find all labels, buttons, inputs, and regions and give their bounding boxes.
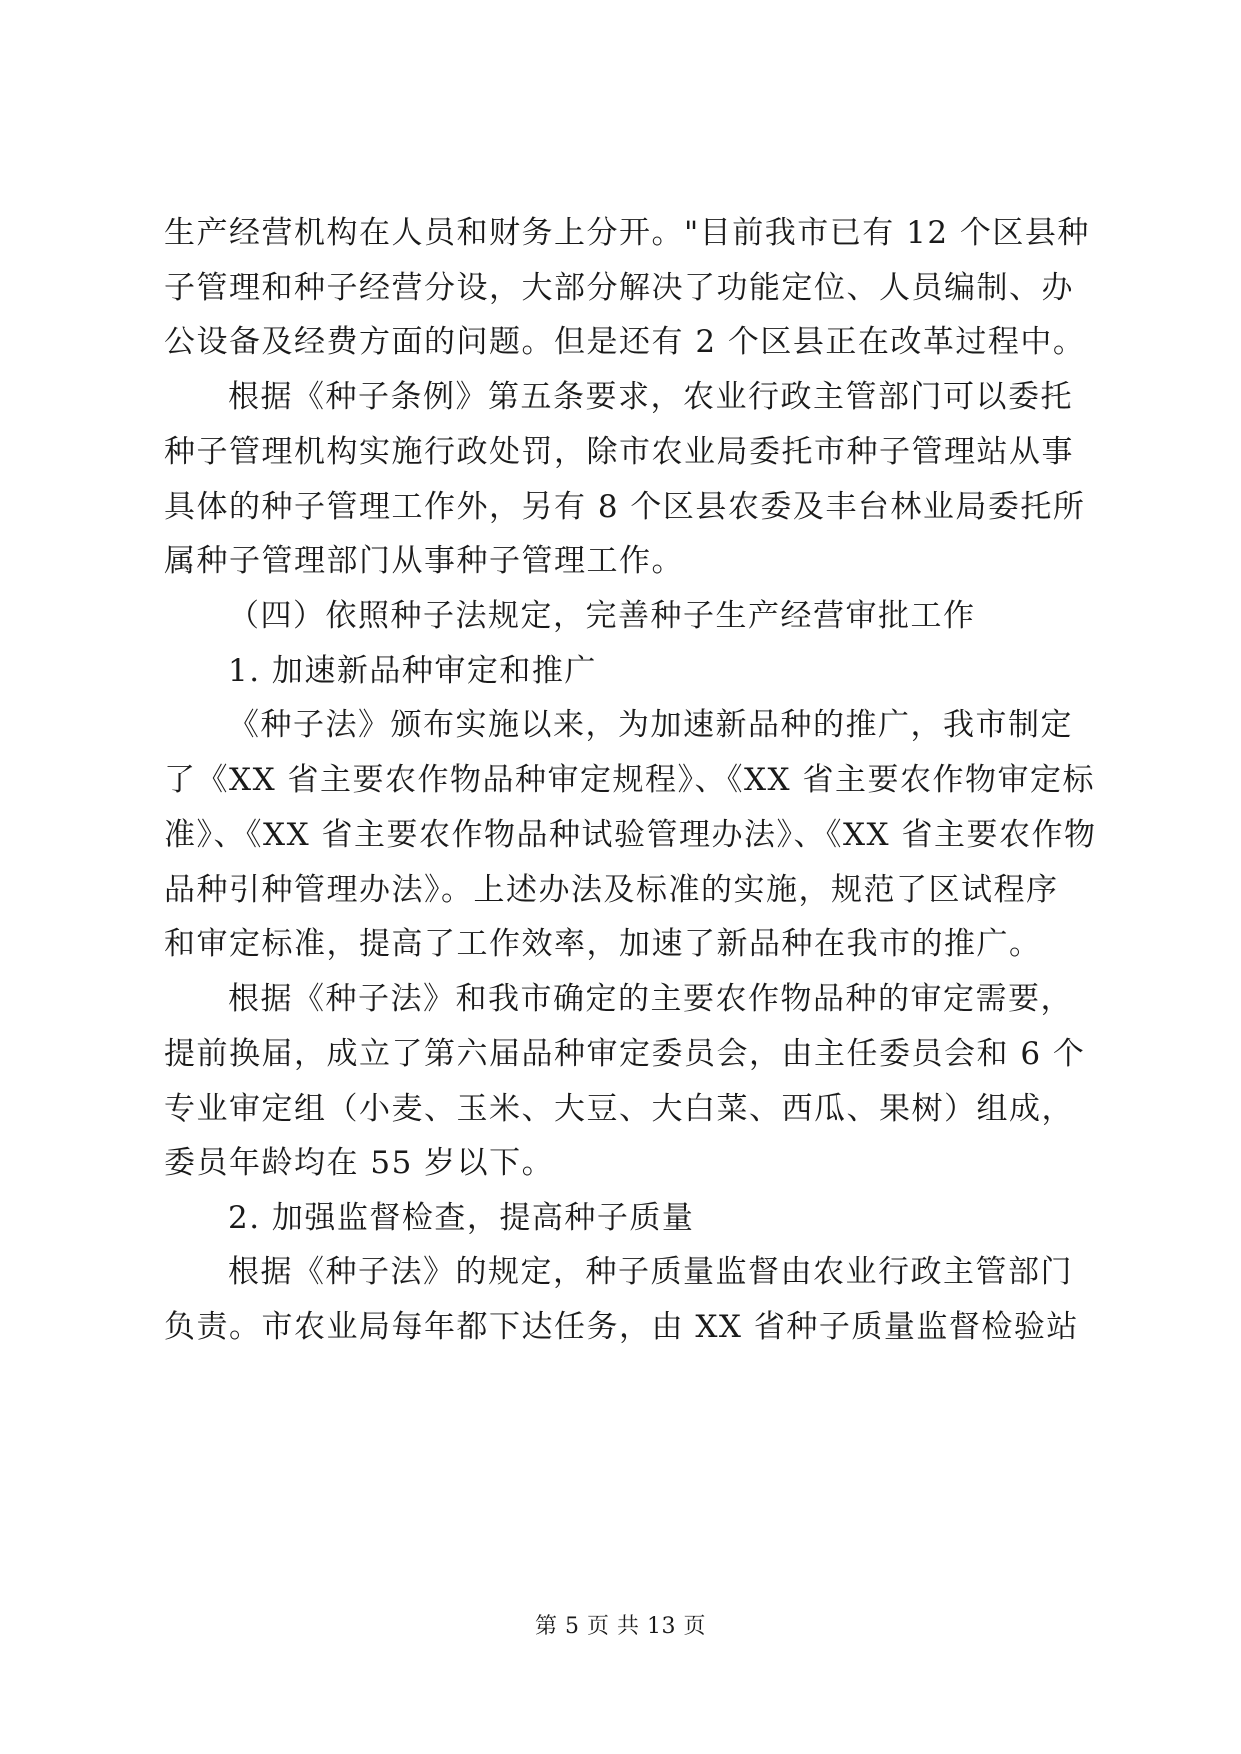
text-line: 子管理和种子经营分设，大部分解决了功能定位、人员编制、办: [164, 270, 1074, 306]
text-line: 根据《种子条例》第五条要求，农业行政主管部门可以委托: [228, 379, 1073, 415]
text-line: 专业审定组（小麦、玉米、大豆、大白菜、西瓜、果树）组成，: [164, 1091, 1074, 1127]
text-line: 负责。市农业局每年都下达任务，由 XX 省种子质量监督检验站: [164, 1309, 1079, 1345]
text-line: 品种引种管理办法》。上述办法及标准的实施，规范了区试程序: [164, 872, 1059, 908]
text-line: 提前换届，成立了第六届品种审定委员会，由主任委员会和 6 个: [164, 1036, 1086, 1072]
text-line: 根据《种子法》的规定，种子质量监督由农业行政主管部门: [228, 1254, 1073, 1290]
subsection-heading: 2. 加强监督检查，提高种子质量: [228, 1200, 695, 1236]
section-heading: （四）依照种子法规定，完善种子生产经营审批工作: [228, 598, 976, 634]
subsection-heading: 1. 加速新品种审定和推广: [228, 653, 597, 689]
text-line: 具体的种子管理工作外，另有 8 个区县农委及丰台林业局委托所: [164, 489, 1086, 525]
text-line: 准》、《XX 省主要农作物品种试验管理办法》、《XX 省主要农作物: [164, 817, 1097, 853]
text-line: 公设备及经费方面的问题。但是还有 2 个区县正在改革过程中。: [164, 324, 1086, 360]
text-line: 和审定标准，提高了工作效率，加速了新品种在我市的推广。: [164, 926, 1042, 962]
text-line: 属种子管理部门从事种子管理工作。: [164, 543, 684, 579]
text-line: 种子管理机构实施行政处罚，除市农业局委托市种子管理站从事: [164, 434, 1074, 470]
text-line: 了《XX 省主要农作物品种审定规程》、《XX 省主要农作物审定标: [164, 762, 1095, 798]
page-footer: 第 5 页 共 13 页: [535, 1614, 706, 1639]
text-line: 生产经营机构在人员和财务上分开。"目前我市已有 12 个区县种: [164, 215, 1090, 251]
text-line: 委员年龄均在 55 岁以下。: [164, 1145, 555, 1181]
text-line: 根据《种子法》和我市确定的主要农作物品种的审定需要，: [228, 981, 1073, 1017]
text-line: 《种子法》颁布实施以来，为加速新品种的推广，我市制定: [228, 707, 1073, 743]
